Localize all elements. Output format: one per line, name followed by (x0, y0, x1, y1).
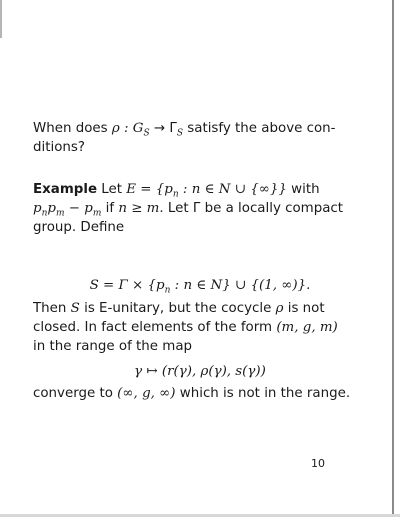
math-subscript: S (176, 128, 184, 139)
paragraph2-line-2 (33, 318, 338, 337)
text-run: Then (33, 301, 71, 316)
text-run: When does (33, 121, 112, 136)
math-run: n ≥ m. (118, 201, 164, 216)
page-number: 10 (311, 457, 325, 470)
paragraph2-line-3: in the range of the map (33, 339, 193, 354)
math-run: p (33, 201, 42, 216)
math-subscript: n (41, 208, 48, 219)
math-run: : n ∈ N ∪ {∞}} (178, 182, 287, 197)
paragraph3-line-1 (33, 384, 350, 403)
text-run: Let (97, 182, 127, 197)
math-run: p (47, 201, 56, 216)
definition-equation (0, 276, 400, 301)
math-subscript: S (143, 128, 150, 139)
text-run: with (286, 182, 320, 197)
math-subscript: n (172, 189, 179, 200)
example-heading: Example (33, 182, 98, 197)
math-subscript: m (55, 208, 65, 219)
scan-left-edge (0, 0, 2, 38)
map-equation (0, 362, 400, 381)
paragraph2-line-1 (33, 299, 325, 318)
text-run: satisfy the above con- (183, 121, 336, 136)
text-run: converge to (33, 386, 118, 401)
math-run: S (70, 301, 80, 316)
text-run: which is not in the range. (175, 386, 351, 401)
math-run: (∞, g, ∞) (117, 386, 176, 401)
math-run: → Γ (149, 121, 177, 136)
text-run: is E-unitary, but the cocycle (79, 301, 276, 316)
math-subscript: n (164, 285, 171, 296)
text-run: is not (283, 301, 325, 316)
math-run: : n ∈ N} ∪ {(1, ∞)}. (170, 278, 311, 293)
scan-right-edge (392, 0, 394, 517)
text-run: if (101, 201, 119, 216)
math-run: S = Γ × {p (89, 278, 165, 293)
text-run: Let Γ be a locally compact (163, 201, 344, 216)
math-run: (m, g, m) (276, 320, 338, 335)
math-run: ρ (275, 301, 284, 316)
math-run: − p (64, 201, 93, 216)
text-run: closed. In fact elements of the form (33, 320, 277, 335)
question-line-2: ditions? (33, 140, 85, 155)
math-run: γ ↦ (r(γ), ρ(γ), s(γ)) (134, 364, 266, 379)
math-run: E = {p (126, 182, 173, 197)
math-run: ρ : G (111, 121, 144, 136)
example-line-3: group. Define (33, 220, 125, 235)
math-subscript: m (92, 208, 102, 219)
